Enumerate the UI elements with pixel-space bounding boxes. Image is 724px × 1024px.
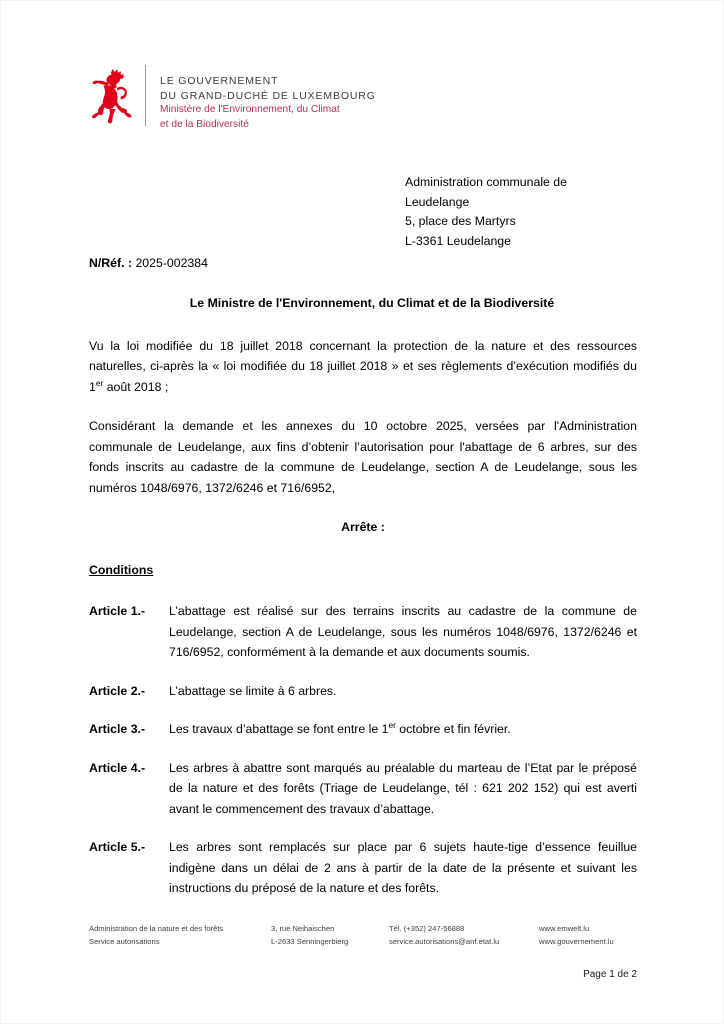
footer-column-websites: [539, 923, 637, 948]
article-2: [89, 681, 637, 702]
footer-website-emwelt[interactable]: www.emwelt.lu: [539, 924, 590, 933]
article-5: [89, 837, 637, 899]
reference-label: N/Réf. :: [89, 256, 133, 270]
footer-website-gouvernement[interactable]: www.gouvernement.lu: [539, 936, 614, 946]
footer-column-department: [89, 923, 271, 948]
conditions-heading: Conditions: [89, 562, 154, 577]
footer-department-line-1: Administration de la nature et des forêts: [89, 924, 224, 933]
recipient-address: [405, 173, 567, 251]
article-3-text-part1: Les travaux d’abattage se font entre le 1: [169, 722, 389, 736]
address-line-1: Administration communale de: [405, 175, 567, 189]
footer-column-address: [271, 923, 389, 948]
paragraph-vu: [89, 336, 637, 398]
page-number: Page 1 de 2: [583, 969, 637, 980]
ministry-line-1: Ministère de l'Environnement, du Climat: [160, 104, 340, 115]
article-1-text: L’abattage est réalisé sur des terrains inscrits au cadastre de la commune de Leudelange, section A de Leudelange, sous les numéros 1048/6976, 1372/6246 et 716/6952, conformément à la demande et aux documents soumis.: [169, 604, 637, 659]
footer-address-line-2: L-2633 Senningerbierg: [271, 936, 349, 946]
letterhead-text: [160, 63, 376, 132]
vu-text-part2: août 2018 ;: [103, 379, 169, 394]
article-1-label: Article 1.-: [89, 604, 146, 618]
address-line-3: 5, place des Martyrs: [405, 214, 516, 228]
footer-department-line-2: Service autorisations: [89, 936, 160, 946]
article-5-text: Les arbres sont remplacés sur place par 6 sujets haute-tige d’essence feuillue indigène dans un délai de 2 ans à partir de la date de la présente et suivant les instructions du préposé de la nature et des forêts.: [169, 840, 637, 895]
arrete-line: Arrête :: [341, 520, 385, 534]
article-2-text: L’abattage se limite à 6 arbres.: [169, 683, 337, 698]
article-4-label: Article 4.-: [89, 760, 146, 775]
ministry-line-2: et de la Biodiversité: [160, 118, 249, 130]
address-line-4: L-3361 Leudelange: [405, 233, 511, 248]
footer-phone: Tél. (+352) 247-56888: [389, 924, 465, 933]
article-3-text-part2: octobre et fin février.: [395, 722, 511, 736]
address-line-2: Leudelange: [405, 194, 470, 209]
vu-superscript: er: [95, 377, 104, 388]
article-5-label: Article 5.-: [89, 840, 146, 854]
article-4: [89, 758, 637, 820]
reference-value: 2025-002384: [135, 256, 208, 270]
government-line-1: LE GOUVERNEMENT: [160, 75, 279, 87]
footer-address-line-1: 3, rue Neihaischen: [271, 924, 335, 933]
vu-text-part1: Vu la loi modifiée du 18 juillet 2018 concernant la protection de la nature et des ressources naturelles, ci-après la « loi modifiée du 18 juillet 2018 » et ses règlements d’exécution modifiés du 1: [89, 338, 637, 394]
article-3-superscript: er: [388, 719, 396, 730]
footer-column-contact: [389, 923, 539, 948]
page-title: Le Ministre de l'Environnement, du Climat et de la Biodiversité: [189, 296, 555, 310]
footer-email[interactable]: service.autorisations@anf.etat.lu: [389, 936, 500, 946]
article-3: [89, 719, 637, 740]
letterhead-divider: [145, 65, 146, 126]
page-footer: [89, 923, 637, 948]
paragraph-considerant: Considérant la demande et les annexes du 10 octobre 2025, versées par l'Administration communale de Leudelange, aux fins d’obtenir l’autorisation pour l'abattage de 6 arbres, sur des fonds inscrits au cadastre de la commune de Leudelange, section A de Leudelange, sous les numéros 1048/6976, 1372/6246 et 716/6952,: [89, 419, 637, 495]
article-4-text: Les arbres à abattre sont marqués au préalable du marteau de l’Etat par le préposé de la nature et des forêts (Triage de Leudelange, tél : 621 202 152) qui est averti avant le commencement des travaux d’abattage.: [169, 760, 637, 816]
luxembourg-lion-crest-icon: [89, 63, 135, 125]
document-body: [89, 293, 637, 917]
reference-line: [89, 256, 208, 270]
government-line-2: DU GRAND-DUCHÉ DE LUXEMBOURG: [160, 89, 376, 102]
article-1: [89, 601, 637, 663]
article-2-label: Article 2.-: [89, 683, 146, 698]
letterhead: [89, 63, 376, 132]
article-3-label: Article 3.-: [89, 722, 146, 736]
article-3-text: [169, 719, 637, 740]
